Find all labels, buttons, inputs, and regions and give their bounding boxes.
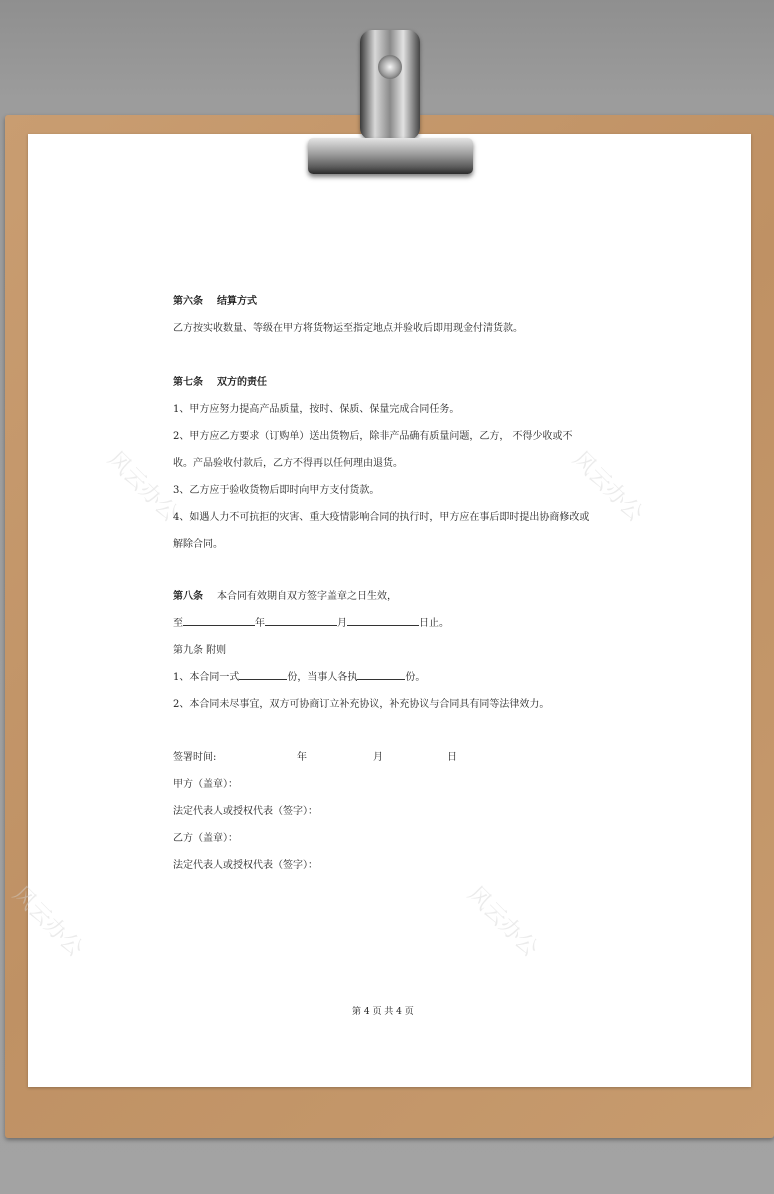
party-b-seal: 乙方（盖章）： [173,833,238,844]
party-b-representative: 法定代表人或授权代表（签字）： [173,860,318,871]
document-page [28,134,751,1087]
watermark: 风云办公 [102,446,183,527]
article8-date-range: 至 年 月 日止。 [173,614,449,629]
article7-item4-cont: 解除合同。 [173,539,223,550]
article7-item4: 4、如遇人力不可抗拒的灾害、重大疫情影响合同的执行时，甲方应在事后即时提出协商修改或 [173,512,590,523]
party-a-representative: 法定代表人或授权代表（签字）： [173,806,318,817]
article9-heading: 第九条 附则 [173,645,227,656]
article8-heading: 第八条 本合同有效期自双方签字盖章之日生效， [173,591,397,602]
article9-item2: 2、本合同未尽事宜，双方可协商订立补充协议，补充协议与合同具有同等法律效力。 [173,699,550,710]
article7-item2: 2、甲方应乙方要求（订购单）送出货物后，除非产品确有质量问题，乙方， 不得少收或不 [173,431,573,442]
article7-heading: 第七条 双方的责任 [173,377,267,388]
article7-item1: 1、甲方应努力提高产品质量，按时、保质、保量完成合同任务。 [173,404,460,415]
article9-item1: 1、本合同一式 份，当事人各执 份。 [173,668,425,683]
article6-text: 乙方按实收数量、等级在甲方将货物运至指定地点并验收后即用现金付清货款。 [173,323,523,334]
signing-time: 签署时间: 年 月 日 [173,752,457,763]
watermark: 风云办公 [462,881,543,962]
article6-heading: 第六条 结算方式 [173,296,257,307]
watermark: 风云办公 [567,446,648,527]
article7-item3: 3、乙方应于验收货物后即时向甲方支付货款。 [173,485,380,496]
page-number: 第 4 页 共 4 页 [352,1007,414,1017]
binder-clip-base [308,138,473,174]
binder-clip-rivet [378,55,402,79]
article7-item2-cont: 收。产品验收付款后，乙方不得再以任何理由退货。 [173,458,403,469]
party-a-seal: 甲方（盖章）： [173,779,238,790]
watermark: 风云办公 [7,881,88,962]
binder-clip-handle [360,30,420,140]
